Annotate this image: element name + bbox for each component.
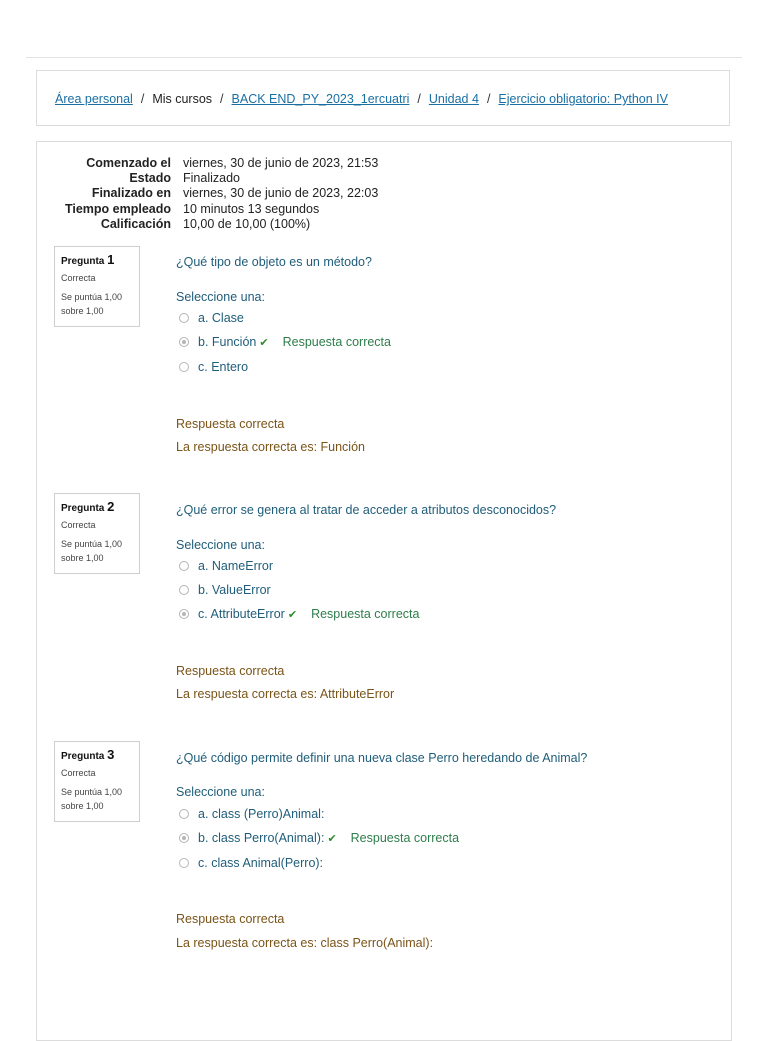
question-text: ¿Qué tipo de objeto es un método? [176,255,372,269]
answer-option-selected[interactable]: c. AttributeError ✔ Respuesta correcta [179,607,419,621]
grade-value: 10,00 de 10,00 (100%) [183,216,311,231]
radio-button[interactable] [179,609,189,619]
question-state: Correcta [61,520,96,530]
feedback: Respuesta correcta [176,417,285,431]
started-label: Comenzado el [86,156,171,170]
right-answer: La respuesta correcta es: AttributeError [176,687,395,701]
breadcrumb [36,70,730,126]
breadcrumb-course[interactable]: BACK END_PY_2023_1ercuatri [231,92,410,106]
breadcrumb-separator: / [220,92,224,106]
breadcrumb-separator: / [486,92,491,106]
attempt-summary [28,156,378,232]
radio-button[interactable] [179,585,189,595]
question-text: ¿Qué error se genera al tratar de acceder a atributos desconocidos? [176,503,557,517]
right-answer: La respuesta correcta es: Función [176,440,365,454]
radio-button[interactable] [179,337,189,347]
question-number: Pregunta 2 [61,499,115,514]
answer-option[interactable]: a. class (Perro)Animal: [179,807,324,821]
answer-option[interactable]: b. ValueError [179,583,271,597]
answer-option[interactable]: a. NameError [179,559,273,573]
breadcrumb-exercise[interactable]: Ejercicio obligatorio: Python IV [498,92,668,106]
breadcrumb-separator: / [140,92,145,106]
radio-button[interactable] [179,809,189,819]
correct-tag: Respuesta correcta [282,335,391,349]
answer-option[interactable]: a. Clase [179,311,244,325]
check-icon: ✔ [287,608,298,621]
answer-option[interactable]: c. Entero [179,360,248,374]
question-grade: Se puntúa 1,00 sobre 1,00 [61,292,123,316]
question-text: ¿Qué código permite definir una nueva clase Perro heredando de Animal? [176,751,588,765]
radio-button[interactable] [179,833,189,843]
check-icon: ✔ [327,832,337,845]
radio-button[interactable] [179,858,189,868]
quiz-review-panel [36,141,732,1041]
time-value: 10 minutos 13 segundos [183,201,320,216]
finished-value: viernes, 30 de junio de 2023, 22:03 [183,186,379,201]
question-state: Correcta [61,768,96,778]
time-label: Tiempo empleado [64,201,171,216]
right-answer: La respuesta correcta es: class Perro(Animal): [176,936,434,950]
grade-label: Calificación [100,216,171,231]
state-label: Estado [129,171,171,186]
question-info-2 [54,493,140,574]
radio-button[interactable] [179,362,189,372]
question-number: Pregunta 1 [61,252,115,267]
question-grade: Se puntúa 1,00 sobre 1,00 [61,539,123,563]
question-number: Pregunta 3 [61,747,115,762]
question-info-3 [54,741,140,822]
radio-button[interactable] [179,313,189,323]
check-icon: ✔ [259,336,269,349]
question-state: Correcta [61,273,96,283]
radio-button[interactable] [179,561,189,571]
feedback: Respuesta correcta [176,912,285,926]
state-value: Finalizado [183,171,240,186]
answer-option-selected[interactable]: b. class Perro(Animal): ✔ Respuesta correcta [179,831,459,845]
answer-option-selected[interactable]: b. Función ✔ Respuesta correcta [179,335,391,349]
finished-label: Finalizado en [91,186,171,201]
breadcrumb-separator: / [417,92,421,106]
answer-option[interactable]: c. class Animal(Perro): [179,856,323,870]
correct-tag: Respuesta correcta [311,607,420,621]
select-prompt: Seleccione una: [176,785,265,799]
question-info-1 [54,246,140,327]
correct-tag: Respuesta correcta [350,831,460,845]
select-prompt: Seleccione una: [176,538,265,552]
started-value: viernes, 30 de junio de 2023, 21:53 [183,156,379,170]
breadcrumb-area-personal[interactable]: Área personal [55,92,133,106]
breadcrumb-mis-cursos: Mis cursos [152,92,213,106]
feedback: Respuesta correcta [176,664,285,678]
breadcrumb-unit[interactable]: Unidad 4 [428,92,479,106]
question-grade: Se puntúa 1,00 sobre 1,00 [61,787,123,811]
top-divider [26,57,742,58]
select-prompt: Seleccione una: [176,290,265,304]
